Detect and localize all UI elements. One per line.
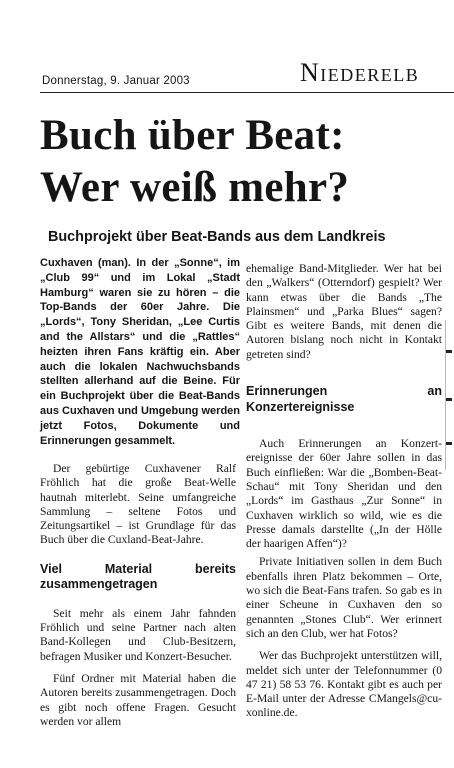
headline-line-2: Wer weiß mehr? (40, 164, 350, 211)
subhead-material: Viel Material bereits zusammengetragen (40, 561, 236, 592)
body-paragraph: Wer das Buchprojekt unterstützen will, meldet sich unter der Telefonnummer (0 47 21) 58 53 76. Kontakt gibt es auch per E-Mail unter der Adresse CMangels@cuxonline.de. (246, 649, 442, 720)
body-paragraph: Fünf Ordner mit Material haben die Autoren bereits zusammengetragen. Doch es gibt noch offene Fragen. Gesucht werden vor allem (40, 671, 236, 728)
body-paragraph: Seit mehr als einem Jahr fahnden Fröhlich und seine Partner nach alten Band-Kollegen und Club-Besitzern, befragen Musiker und Konzert-Besucher. (40, 606, 236, 663)
body-paragraph: Auch Erinnerungen an Konzertereignisse der 60er Jahre sollen in das Buch einfließen: War die „Bomben-Beat-Schau“ mit Tony Sheridan und den „Lords“ im Gasthaus „Zur Sonne“ in Cuxhaven wirklich so wild, wie es die Presse damals darstellte („In der Hölle der haarigen Affen“)? (246, 437, 442, 551)
lead-paragraph: Cuxhaven (man). In der „Sonne“, im „Club 99“ und im Lokal „Stadt Hamburg“ waren sie zu hören – die Top-Bands der 60er Jahre. Die „Lords“, Tony Sheridan, „Lee Curtis and the Allstars“ und die „Rattles“ heizten ihren Fans kräftig ein. Aber auch die lokalen Nachwuchsbands stellten allerhand auf die Beine. Für ein Buchprojekt über die Beat-Bands aus Cuxhaven und Umgebung werden jetzt Fotos, Dokumente und Erinnerungen gesammelt. (40, 257, 240, 447)
subheadline: Buchprojekt über Beat-Bands aus dem Landkreis (48, 229, 386, 245)
article-right-column (246, 262, 442, 721)
issue-date: Donnerstag, 9. Januar 2003 (42, 75, 190, 87)
body-paragraph: ehemalige Band-Mitglieder. Wer hat bei den „Walkers“ (Otterndorf) gespielt? Wer kann etwas über die Bands „The Plainsmen“ und „Parka Blues“ sagen? Gibt es weitere Bands, mit denen die Autoren bislang noch nicht in Kontakt getreten sind? (246, 262, 442, 361)
headline-line-1: Buch über Beat: (40, 112, 345, 159)
section-title: Niederelb (300, 58, 420, 87)
adjacent-column-edge (445, 320, 454, 470)
article-left-column (40, 462, 236, 729)
body-paragraph: Der gebürtige Cuxhavener Ralf Fröhlich hat die große Beat-Welle hautnah miterlebt. Seine umfangreiche Sammlung – seltene Fotos und Zeitungsartikel – ist Grundlage für das Buch über die Cuxland-Beat-Jahre. (40, 462, 236, 547)
body-paragraph: Private Initiativen sollen in dem Buch ebenfalls ihren Platz bekommen – Orte, wo sich die Beat-Fans trafen. So gab es in einer Scheune in Cuxhaven den so genannten „Stones Club“. Wer erinnert sich an den Club, wer hat Fotos? (246, 555, 442, 640)
subhead-concerts: Erinnerungen an Konzertereignisse (246, 384, 442, 414)
header-rule (40, 92, 454, 93)
